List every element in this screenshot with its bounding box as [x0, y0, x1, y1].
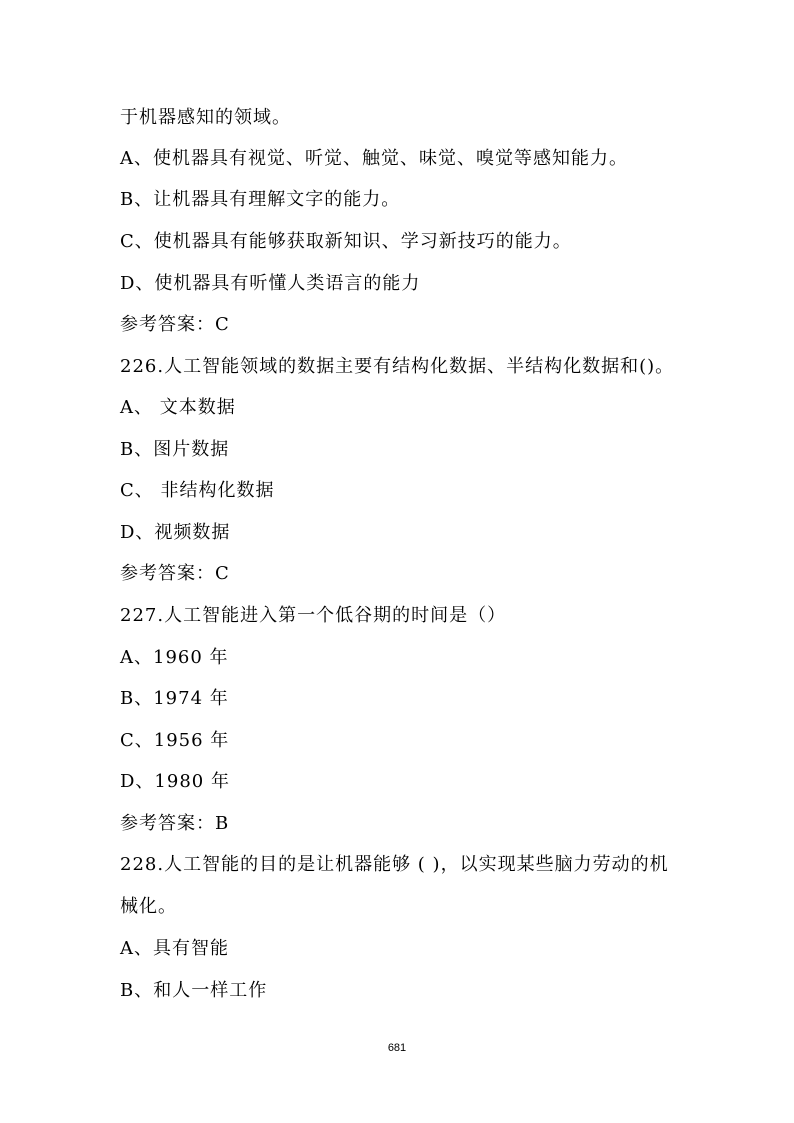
- option-c: C、使机器具有能够获取新知识、学习新技巧的能力。: [120, 231, 572, 252]
- page-number: 681: [387, 1042, 407, 1054]
- question-228: 228.人工智能的目的是让机器能够 ( )，以实现某些脑力劳动的机: [120, 854, 669, 875]
- answer: 参考答案：B: [120, 813, 230, 834]
- option-a: A、 文本数据: [120, 397, 236, 418]
- option-b: B、图片数据: [120, 439, 230, 460]
- question-228-continuation: 械化。: [120, 896, 177, 917]
- option-d: D、使机器具有听懂人类语言的能力: [120, 273, 421, 294]
- answer: 参考答案：C: [120, 314, 230, 335]
- option-b: B、和人一样工作: [120, 980, 268, 1001]
- question-226: 226.人工智能领域的数据主要有结构化数据、半结构化数据和()。: [120, 356, 675, 377]
- option-a: A、使机器具有视觉、听觉、触觉、味觉、嗅觉等感知能力。: [120, 148, 628, 169]
- question-text-continuation: 于机器感知的领域。: [120, 107, 291, 128]
- option-a: A、1960 年: [120, 647, 229, 668]
- answer: 参考答案：C: [120, 563, 230, 584]
- option-b: B、让机器具有理解文字的能力。: [120, 189, 401, 210]
- question-227: 227.人工智能进入第一个低谷期的时间是（）: [120, 605, 507, 626]
- option-d: D、视频数据: [120, 522, 231, 543]
- option-b: B、1974 年: [120, 688, 229, 709]
- option-a: A、具有智能: [120, 938, 229, 959]
- option-c: C、 非结构化数据: [120, 480, 275, 501]
- option-d: D、1980 年: [120, 771, 230, 792]
- option-c: C、1956 年: [120, 730, 230, 751]
